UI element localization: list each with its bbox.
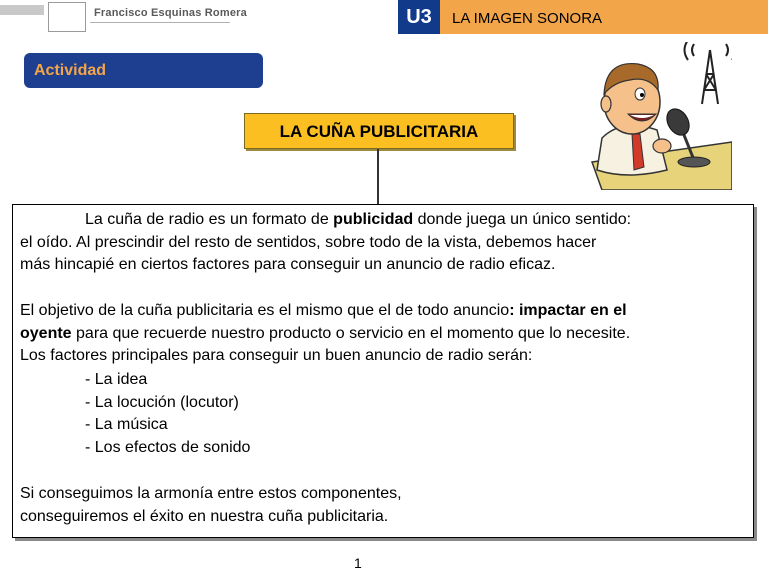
- bold-term-oyente: oyente: [20, 324, 72, 342]
- text-run: donde juega un único sentido:: [413, 211, 632, 228]
- text-run: La cuña de radio es un formato de: [85, 211, 334, 228]
- bold-term-impactar: : impactar en el: [509, 302, 627, 319]
- logo-box: [48, 2, 86, 32]
- paragraph-1-line-1: [85, 209, 631, 232]
- author-name: Francisco Esquinas Romera: [94, 7, 247, 19]
- paragraph-3-line-1: Si conseguimos la armonía entre estos componentes,: [20, 485, 402, 502]
- bold-term-publicidad: publicidad: [333, 211, 414, 228]
- paragraph-1-line-2: el oído. Al prescindir del resto de sentidos, sobre todo de la vista, debemos hacer: [20, 233, 597, 251]
- author-logo: [0, 0, 247, 30]
- list-item-locucion: - La locución (locutor): [85, 393, 239, 411]
- paragraph-2-line-3: Los factores principales para conseguir un buen anuncio de radio serán:: [20, 347, 533, 364]
- logo-bar: [0, 5, 44, 15]
- text-run: El objetivo de la cuña publicitaria es el mismo que el de todo anuncio: [20, 302, 510, 319]
- page-title: LA CUÑA PUBLICITARIA: [244, 113, 514, 149]
- logo-underline: [90, 22, 230, 23]
- text-run: para que recuerde nuestro producto o servicio en el momento que lo necesite.: [71, 324, 631, 342]
- unit-title: LA IMAGEN SONORA: [452, 10, 603, 27]
- list-item-idea: - La idea: [85, 371, 148, 388]
- paragraph-2-line-2: [20, 323, 630, 346]
- paragraph-1-line-3: más hincapié en ciertos factores para conseguir un anuncio de radio eficaz.: [20, 256, 556, 273]
- connector-line: [377, 149, 379, 204]
- list-item-musica: - La música: [85, 416, 168, 433]
- radio-announcer-illustration: [582, 42, 732, 190]
- paragraph-3-line-2: conseguiremos el éxito en nuestra cuña publicitaria.: [20, 507, 389, 525]
- section-label: Actividad: [24, 53, 263, 88]
- list-item-efectos: - Los efectos de sonido: [85, 438, 251, 456]
- page-number: 1: [354, 555, 362, 571]
- unit-badge: U3: [398, 0, 440, 34]
- paragraph-2-line-1: [20, 300, 627, 323]
